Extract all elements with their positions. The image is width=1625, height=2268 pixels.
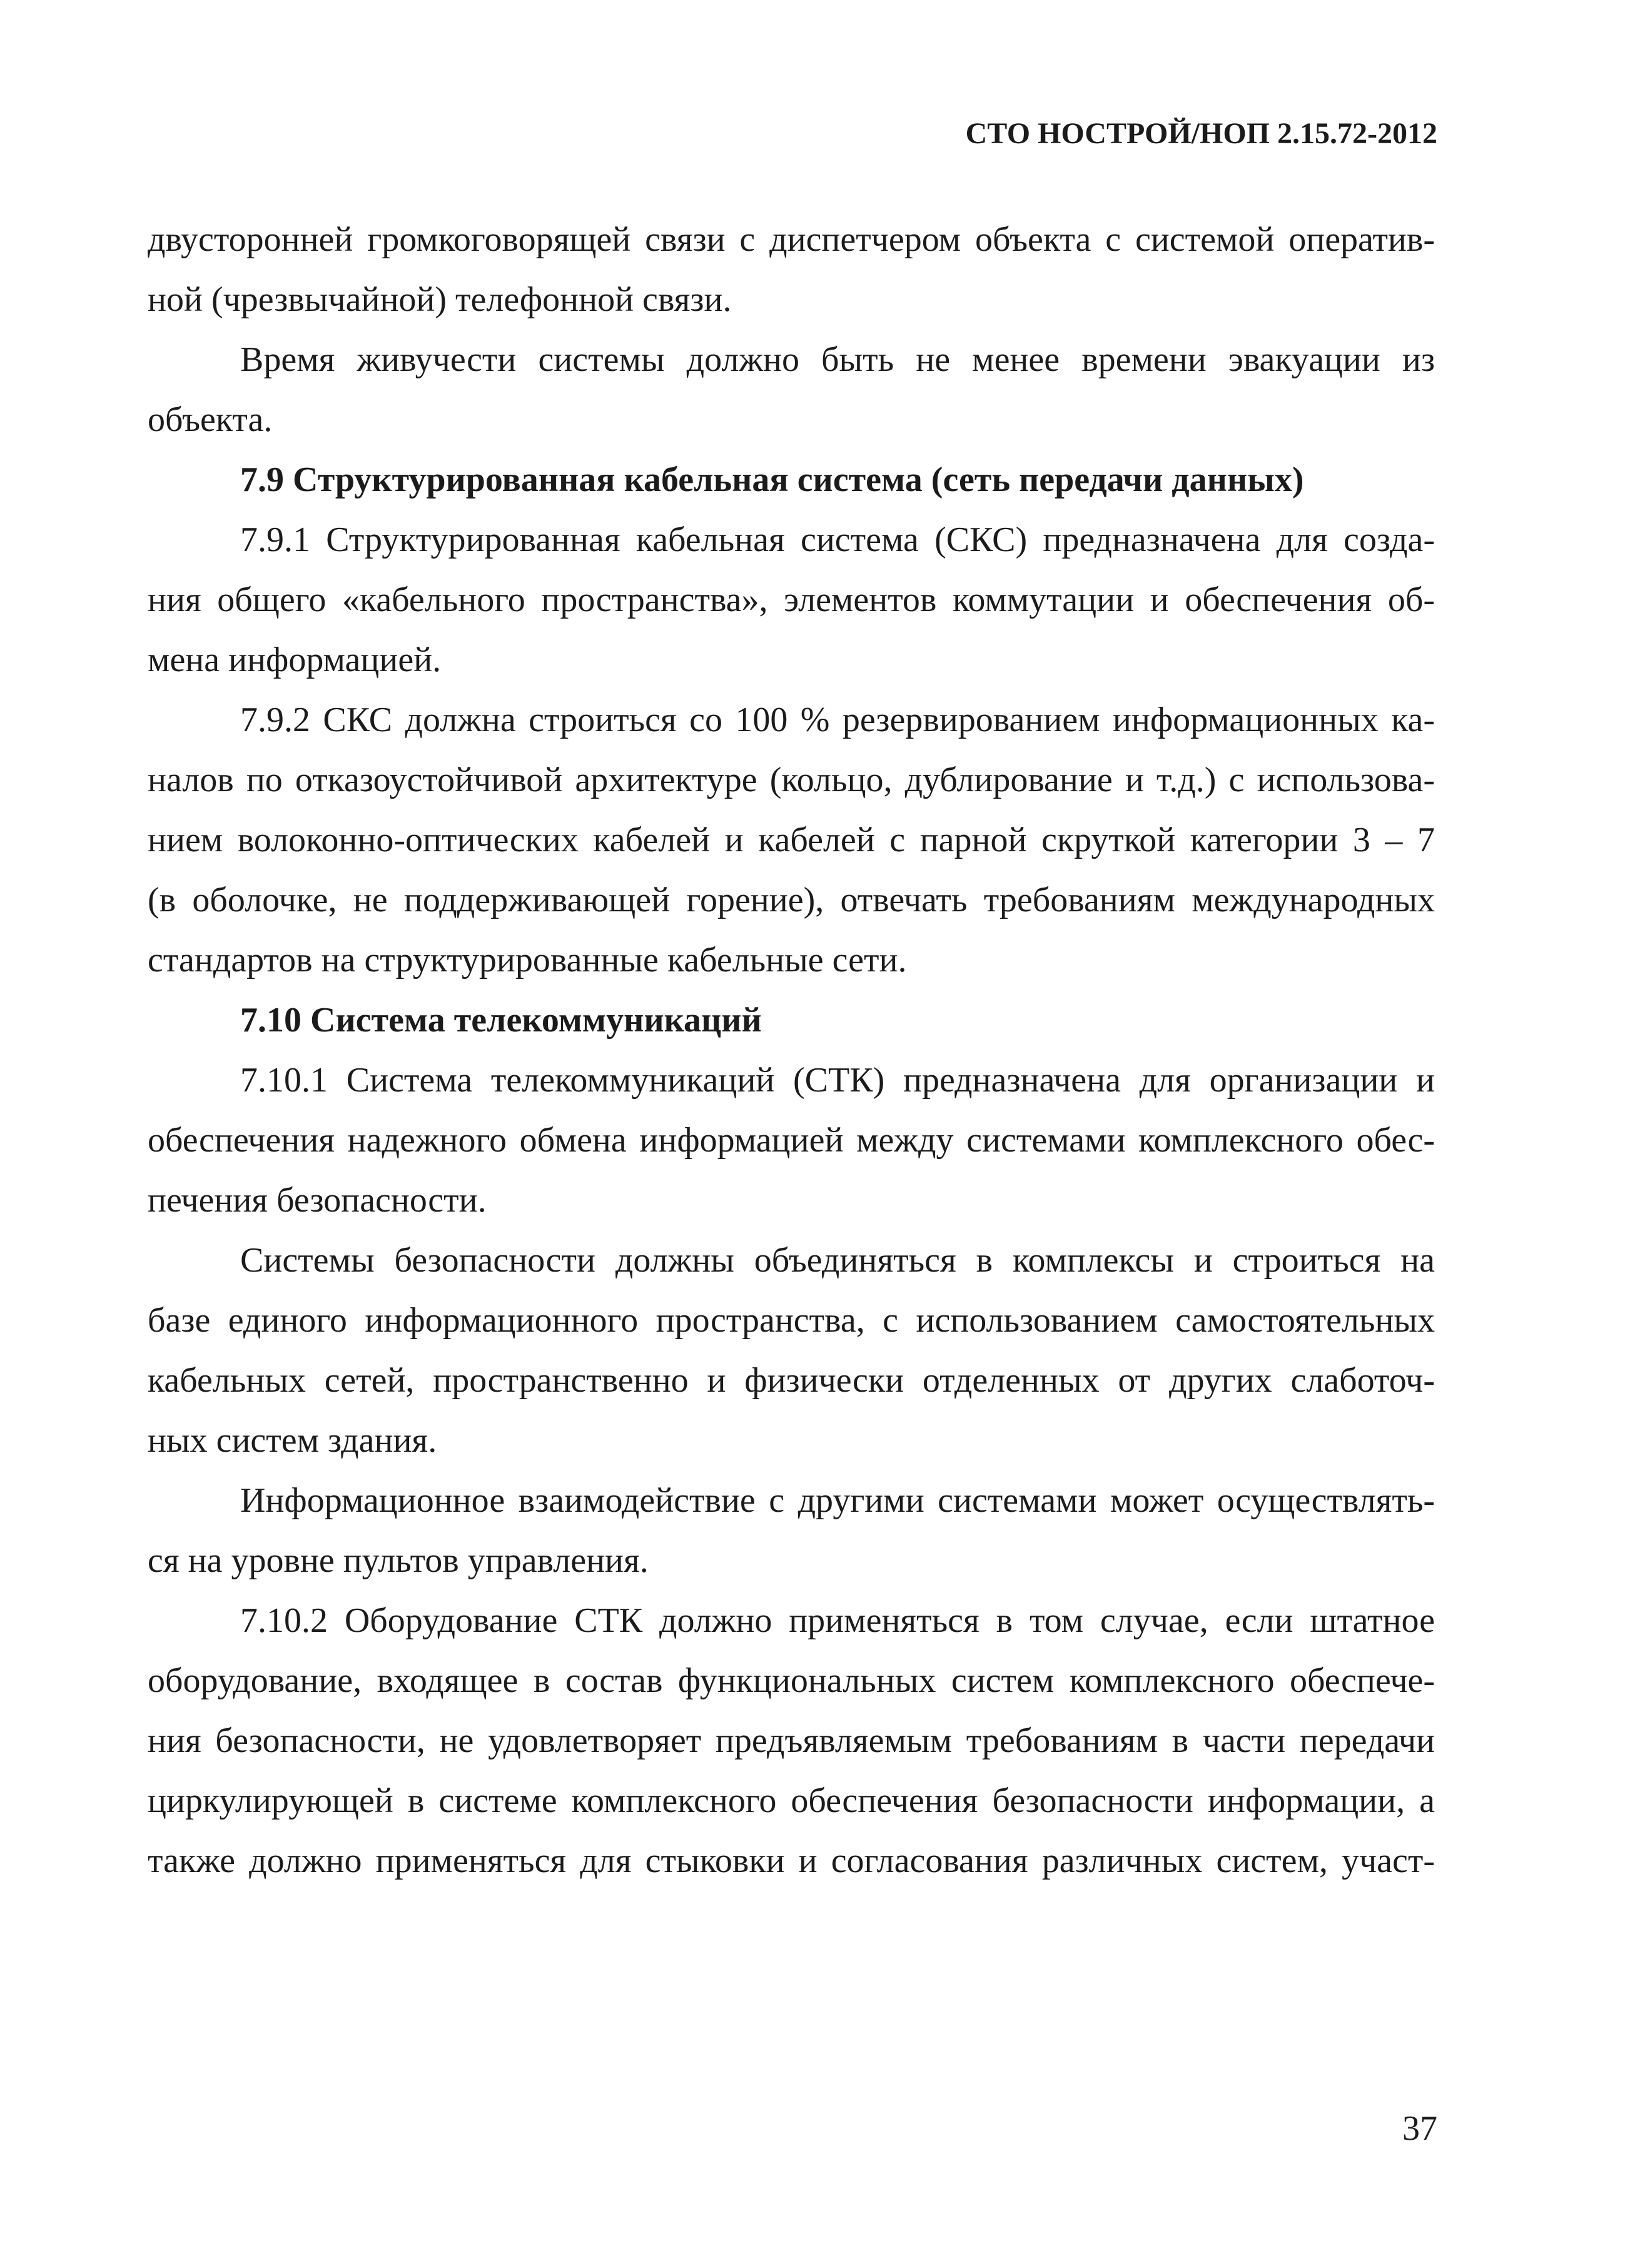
paragraph-start-line: 7.9.1 Структурированная кабельная система (СКС) предназначена для созда- bbox=[240, 520, 1435, 559]
text-line: также должно применяться для стыковки и согласования различных систем, участ- bbox=[148, 1841, 1435, 1880]
paragraph-start-line: Время живучести системы должно быть не менее времени эвакуации из bbox=[240, 340, 1435, 379]
text-line: двусторонней громкоговорящей связи с диспетчером объекта с системой оператив- bbox=[148, 220, 1435, 259]
text-line: базе единого информационного пространства, с использованием самостоятельных bbox=[148, 1301, 1435, 1340]
text-line: ния общего «кабельного пространства», элементов коммутации и обеспечения об- bbox=[148, 580, 1435, 619]
text-line: печения безопасности. bbox=[148, 1181, 487, 1220]
text-line: объекта. bbox=[148, 400, 273, 439]
text-line: ся на уровне пультов управления. bbox=[148, 1541, 649, 1580]
text-line: ных систем здания. bbox=[148, 1421, 437, 1460]
section-heading-7-9: 7.9 Структурированная кабельная система (сеть передачи данных) bbox=[240, 460, 1304, 499]
section-heading-7-10: 7.10 Система телекоммуникаций bbox=[240, 1001, 762, 1040]
text-line: циркулирующей в системе комплексного обеспечения безопасности информации, а bbox=[148, 1781, 1435, 1820]
text-line: нием волоконно-оптических кабелей и кабелей с парной скруткой категории 3 – 7 bbox=[148, 821, 1435, 859]
page-number: 37 bbox=[1402, 2109, 1437, 2148]
document-body bbox=[148, 210, 1435, 1891]
text-line: стандартов на структурированные кабельные сети. bbox=[148, 941, 907, 980]
paragraph-start-line: 7.10.1 Система телекоммуникаций (СТК) предназначена для организации и bbox=[240, 1061, 1435, 1100]
text-line: налов по отказоустойчивой архитектуре (кольцо, дублирование и т.д.) с использова- bbox=[148, 761, 1435, 799]
paragraph-start-line: Системы безопасности должны объединяться в комплексы и строиться на bbox=[240, 1241, 1435, 1280]
text-line: кабельных сетей, пространственно и физически отделенных от других слаботоч- bbox=[148, 1361, 1435, 1400]
text-line: оборудование, входящее в состав функциональных систем комплексного обеспече- bbox=[148, 1661, 1435, 1700]
paragraph-start-line: Информационное взаимодействие с другими системами может осуществлять- bbox=[240, 1481, 1435, 1520]
text-line: обеспечения надежного обмена информацией между системами комплексного обес- bbox=[148, 1121, 1435, 1160]
text-line: ной (чрезвычайной) телефонной связи. bbox=[148, 280, 732, 319]
text-line: ния безопасности, не удовлетворяет предъявляемым требованиям в части передачи bbox=[148, 1721, 1435, 1760]
paragraph-start-line: 7.9.2 СКС должна строиться со 100 % резервированием информационных ка- bbox=[240, 701, 1435, 739]
document-code-header: СТО НОСТРОЙ/НОП 2.15.72-2012 bbox=[965, 117, 1437, 150]
text-line: (в оболочке, не поддерживающей горение), отвечать требованиям международных bbox=[148, 881, 1435, 919]
paragraph-start-line: 7.10.2 Оборудование СТК должно применяться в том случае, если штатное bbox=[240, 1601, 1435, 1640]
text-line: мена информацией. bbox=[148, 640, 442, 679]
